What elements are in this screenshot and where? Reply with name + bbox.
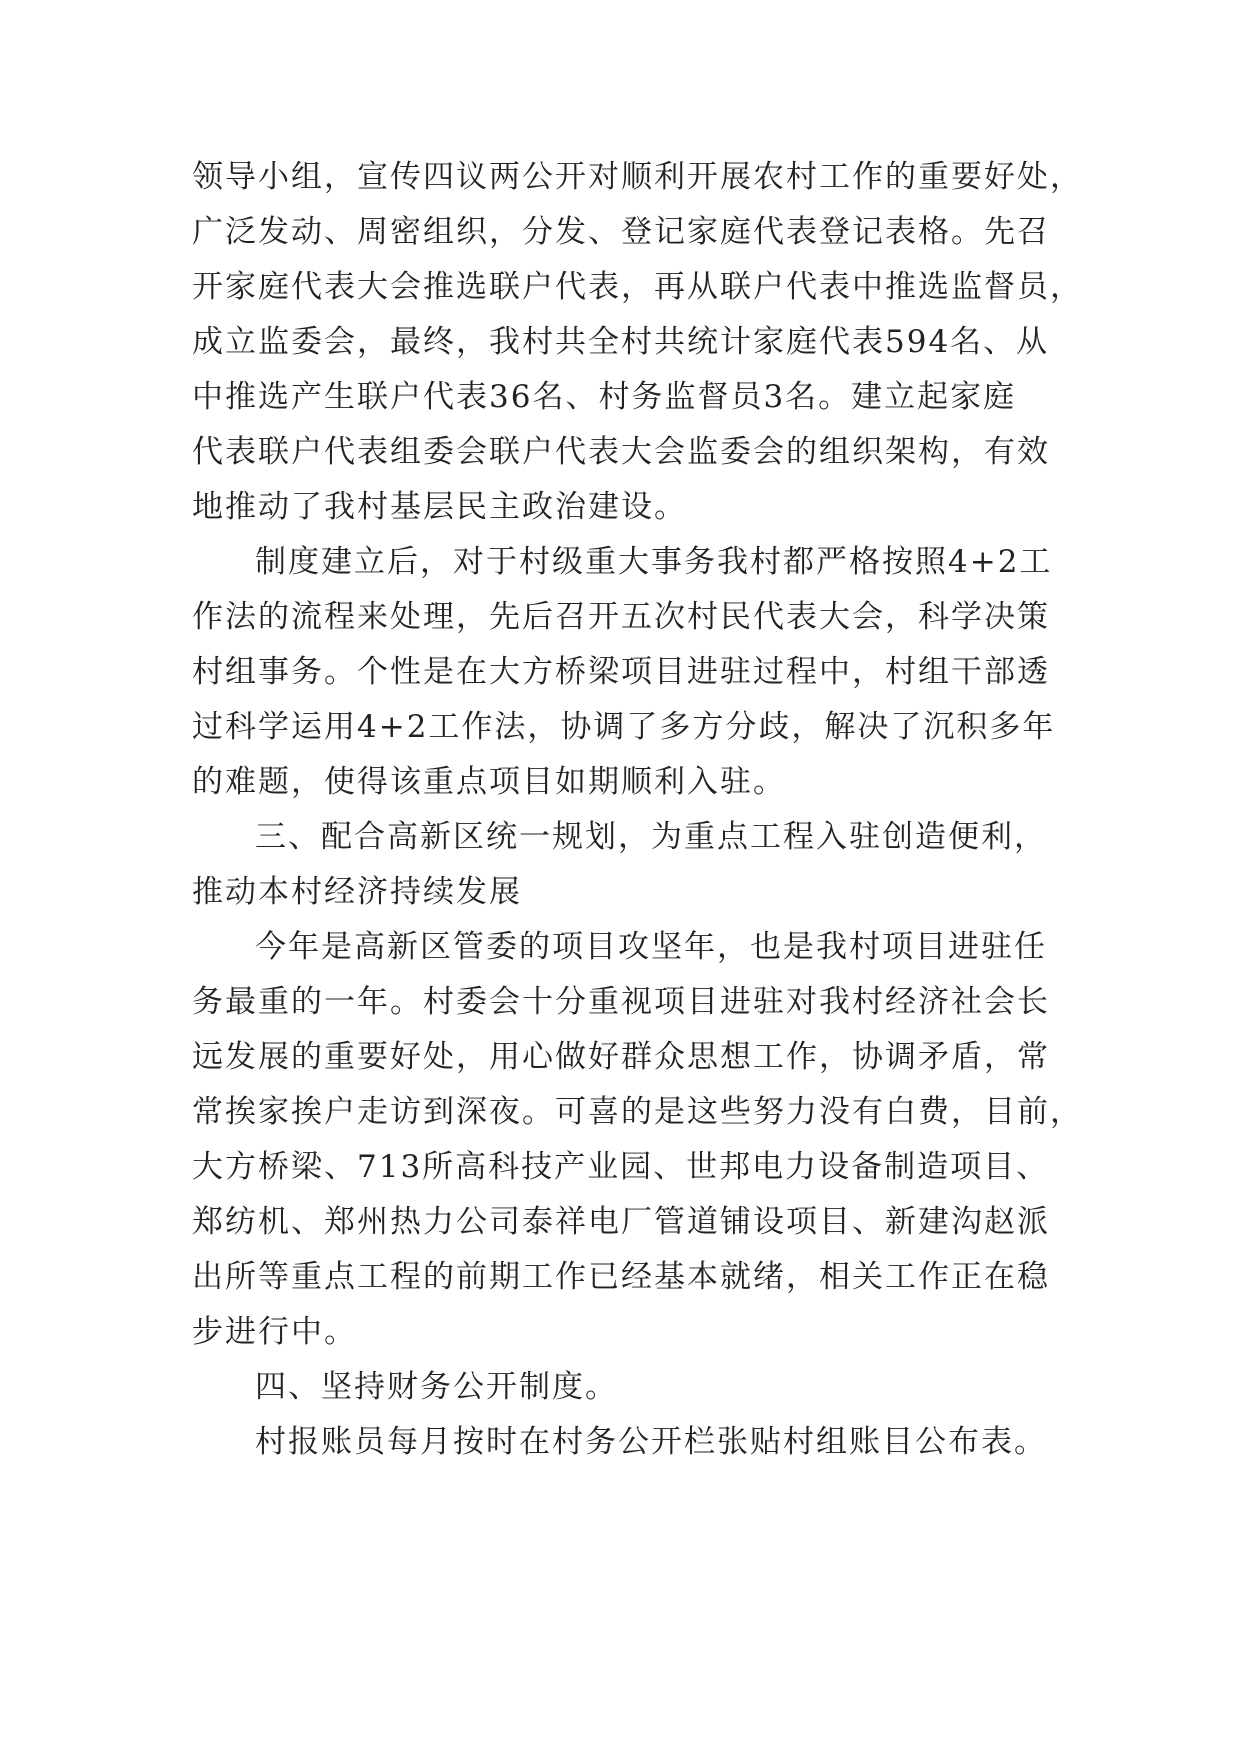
text-line: 村组事务。个性是在大方桥梁项目进驻过程中，村组干部透 xyxy=(192,654,1050,690)
section-heading-line: 三、配合高新区统一规划，为重点工程入驻创造便利， xyxy=(255,819,1047,855)
text-line: 出所等重点工程的前期工作已经基本就绪，相关工作正在稳 xyxy=(192,1259,1050,1295)
text-line: 郑纺机、郑州热力公司泰祥电厂管道铺设项目、新建沟赵派 xyxy=(192,1204,1050,1240)
text-line: 务最重的一年。村委会十分重视项目进驻对我村经济社会长 xyxy=(192,984,1050,1020)
text-line: 过科学运用4+2工作法，协调了多方分歧，解决了沉积多年 xyxy=(192,709,1056,745)
text-line: 常挨家挨户走访到深夜。可喜的是这些努力没有白费，目前， xyxy=(192,1094,1083,1130)
text-line: 地推动了我村基层民主政治建设。 xyxy=(192,489,687,525)
text-line: 的难题，使得该重点项目如期顺利入驻。 xyxy=(192,764,786,800)
text-line: 步进行中。 xyxy=(192,1314,357,1350)
text-line: 成立监委会，最终，我村共全村共统计家庭代表594名、从 xyxy=(192,324,1050,360)
text-line: 中推选产生联户代表36名、村务监督员3名。建立起家庭 xyxy=(192,379,1017,415)
text-line: 大方桥梁、713所高科技产业园、世邦电力设备制造项目、 xyxy=(192,1149,1050,1185)
paragraph-start-line: 村报账员每月按时在村务公开栏张贴村组账目公布表。 xyxy=(255,1424,1047,1460)
text-line: 远发展的重要好处，用心做好群众思想工作，协调矛盾，常 xyxy=(192,1039,1050,1075)
paragraph-start-line: 制度建立后，对于村级重大事务我村都严格按照4+2工 xyxy=(255,544,1053,580)
section-heading-line: 推动本村经济持续发展 xyxy=(192,874,522,910)
text-line: 领导小组，宣传四议两公开对顺利开展农村工作的重要好处， xyxy=(192,159,1083,195)
paragraph-start-line: 今年是高新区管委的项目攻坚年，也是我村项目进驻任 xyxy=(255,929,1047,965)
section-heading-line: 四、坚持财务公开制度。 xyxy=(255,1369,618,1405)
text-line: 代表联户代表组委会联户代表大会监委会的组织架构，有效 xyxy=(192,434,1050,470)
document-body xyxy=(192,150,1092,1470)
text-line: 作法的流程来处理，先后召开五次村民代表大会，科学决策 xyxy=(192,599,1050,635)
text-line: 广泛发动、周密组织，分发、登记家庭代表登记表格。先召 xyxy=(192,214,1050,250)
text-line: 开家庭代表大会推选联户代表，再从联户代表中推选监督员， xyxy=(192,269,1083,305)
